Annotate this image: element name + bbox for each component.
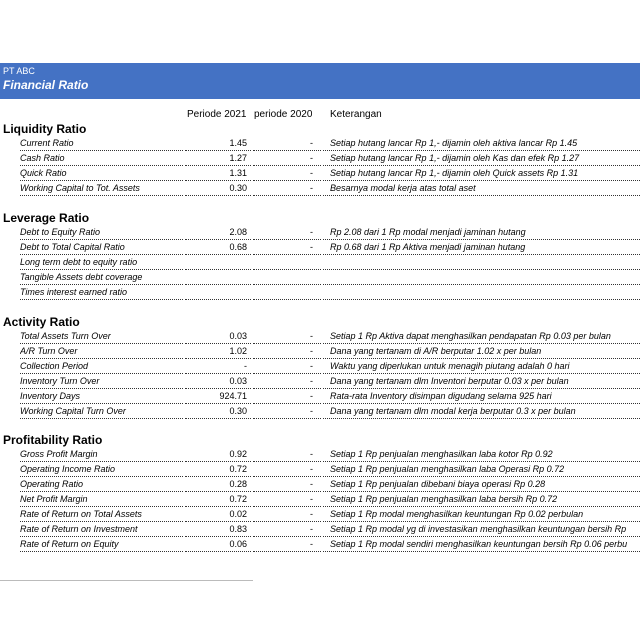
row-label: Debt to Total Capital Ratio (20, 242, 183, 255)
row-note (323, 257, 640, 270)
table-row (0, 137, 640, 152)
value-2020: - (253, 449, 321, 462)
value-2020: - (253, 376, 321, 389)
value-2020 (253, 257, 321, 270)
section-title: Profitability Ratio (3, 433, 103, 447)
value-2021: 2.08 (185, 227, 251, 240)
row-label: Quick Ratio (20, 168, 183, 181)
value-2021 (185, 257, 251, 270)
column-header-note: Keterangan (330, 109, 382, 120)
header-band (0, 63, 640, 99)
row-note: Waktu yang diperlukan untuk menagih piutang adalah 0 hari (323, 361, 640, 374)
row-label: Collection Period (20, 361, 183, 374)
value-2021: 0.03 (185, 376, 251, 389)
row-label: Operating Income Ratio (20, 464, 183, 477)
row-note: Setiap hutang lancar Rp 1,- dijamin oleh Quick assets Rp 1.31 (323, 168, 640, 181)
value-2020: - (253, 494, 321, 507)
value-2021: 1.31 (185, 168, 251, 181)
value-2020: - (253, 227, 321, 240)
row-label: Gross Profit Margin (20, 449, 183, 462)
table-row (0, 478, 640, 493)
row-label: Net Profit Margin (20, 494, 183, 507)
table-row (0, 256, 640, 271)
table-row (0, 226, 640, 241)
value-2021: 0.92 (185, 449, 251, 462)
table-row (0, 167, 640, 182)
value-2020: - (253, 168, 321, 181)
value-2021 (185, 272, 251, 285)
row-note (323, 272, 640, 285)
row-note: Setiap 1 Rp Aktiva dapat menghasilkan pendapatan Rp 0.03 per bulan (323, 331, 640, 344)
table-row (0, 508, 640, 523)
row-note: Dana yang tertanam dlm modal kerja berputar 0.3 x per bulan (323, 406, 640, 419)
row-label: Times interest earned ratio (20, 287, 183, 300)
document-title: Financial Ratio (3, 78, 89, 92)
row-note: Besarnya modal kerja atas total aset (323, 183, 640, 196)
value-2020: - (253, 391, 321, 404)
value-2021: 0.03 (185, 331, 251, 344)
value-2021: 0.68 (185, 242, 251, 255)
row-label: Working Capital Turn Over (20, 406, 183, 419)
value-2021 (185, 287, 251, 300)
row-note: Setiap 1 Rp modal sendiri menghasilkan keuntungan bersih Rp 0.06 perbu (323, 539, 640, 552)
table-row (0, 330, 640, 345)
table-row (0, 360, 640, 375)
value-2020: - (253, 331, 321, 344)
value-2020: - (253, 524, 321, 537)
value-2021: 924.71 (185, 391, 251, 404)
row-label: Tangible Assets debt coverage (20, 272, 183, 285)
value-2021: 1.02 (185, 346, 251, 359)
value-2020 (253, 272, 321, 285)
value-2021: 0.06 (185, 539, 251, 552)
value-2020: - (253, 242, 321, 255)
section-title: Leverage Ratio (3, 211, 90, 225)
row-note: Dana yang tertanam di A/R berputar 1.02 x per bulan (323, 346, 640, 359)
row-label: Cash Ratio (20, 153, 183, 166)
table-row (0, 463, 640, 478)
value-2021: 0.30 (185, 406, 251, 419)
row-note: Setiap 1 Rp modal menghasilkan keuntungan Rp 0.02 perbulan (323, 509, 640, 522)
row-label: Inventory Turn Over (20, 376, 183, 389)
value-2020: - (253, 479, 321, 492)
value-2020: - (253, 406, 321, 419)
table-row (0, 448, 640, 463)
value-2020: - (253, 153, 321, 166)
table-row (0, 345, 640, 360)
table-row (0, 375, 640, 390)
row-label: A/R Turn Over (20, 346, 183, 359)
table-row (0, 241, 640, 256)
value-2020: - (253, 464, 321, 477)
table-row (0, 493, 640, 508)
table-row (0, 523, 640, 538)
value-2020: - (253, 509, 321, 522)
table-row (0, 271, 640, 286)
table-row (0, 538, 640, 553)
value-2020: - (253, 539, 321, 552)
row-note: Setiap 1 Rp penjualan menghasilkan laba bersih Rp 0.72 (323, 494, 640, 507)
company-name: PT ABC (3, 66, 35, 76)
value-2021: 0.28 (185, 479, 251, 492)
section-title: Liquidity Ratio (3, 122, 87, 136)
row-note (323, 287, 640, 300)
row-label: Debt to Equity Ratio (20, 227, 183, 240)
row-note: Rp 0.68 dari 1 Rp Aktiva menjadi jaminan hutang (323, 242, 640, 255)
row-note: Setiap 1 Rp penjualan menghasilkan laba kotor Rp 0.92 (323, 449, 640, 462)
value-2021: 1.27 (185, 153, 251, 166)
column-header-2021: Periode 2021 (187, 109, 247, 120)
value-2021: 0.30 (185, 183, 251, 196)
row-label: Current Ratio (20, 138, 183, 151)
row-label: Rate of Return on Total Assets (20, 509, 183, 522)
row-note: Rata-rata Inventory disimpan digudang selama 925 hari (323, 391, 640, 404)
value-2020: - (253, 361, 321, 374)
row-label: Inventory Days (20, 391, 183, 404)
value-2021: 0.02 (185, 509, 251, 522)
value-2021: 0.72 (185, 494, 251, 507)
row-note: Setiap hutang lancar Rp 1,- dijamin oleh Kas dan efek Rp 1.27 (323, 153, 640, 166)
value-2020: - (253, 183, 321, 196)
table-row (0, 182, 640, 197)
value-2020: - (253, 346, 321, 359)
row-label: Total Assets Turn Over (20, 331, 183, 344)
table-row (0, 405, 640, 420)
row-note: Setiap 1 Rp modal yg di investasikan menghasilkan keuntungan bersih Rp (323, 524, 640, 537)
table-row (0, 390, 640, 405)
row-note: Setiap hutang lancar Rp 1,- dijamin oleh aktiva lancar Rp 1.45 (323, 138, 640, 151)
section-title: Activity Ratio (3, 315, 80, 329)
row-note: Setiap 1 Rp penjualan dibebani biaya operasi Rp 0.28 (323, 479, 640, 492)
row-label: Operating Ratio (20, 479, 183, 492)
value-2021: 1.45 (185, 138, 251, 151)
value-2020 (253, 287, 321, 300)
value-2021: - (185, 361, 251, 374)
value-2020: - (253, 138, 321, 151)
row-note: Dana yang tertanam dlm Inventori berputar 0.03 x per bulan (323, 376, 640, 389)
row-note: Setiap 1 Rp penjualan menghasilkan laba Operasi Rp 0.72 (323, 464, 640, 477)
row-label: Rate of Return on Equity (20, 539, 183, 552)
footer-divider (0, 580, 253, 581)
value-2021: 0.72 (185, 464, 251, 477)
value-2021: 0.83 (185, 524, 251, 537)
column-header-2020: periode 2020 (254, 109, 313, 120)
table-row (0, 152, 640, 167)
row-label: Rate of Return on Investment (20, 524, 183, 537)
row-note: Rp 2.08 dari 1 Rp modal menjadi jaminan hutang (323, 227, 640, 240)
row-label: Long term debt to equity ratio (20, 257, 183, 270)
table-row (0, 286, 640, 301)
row-label: Working Capital to Tot. Assets (20, 183, 183, 196)
